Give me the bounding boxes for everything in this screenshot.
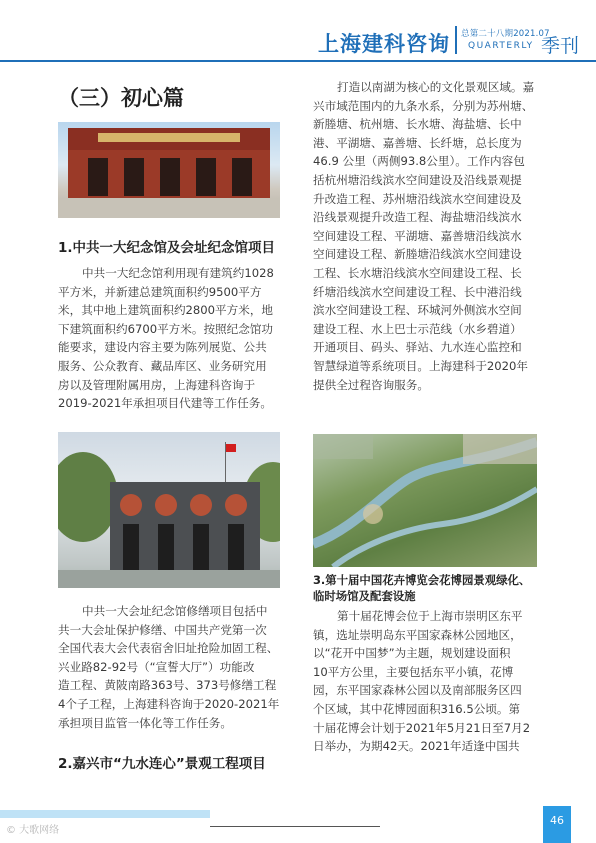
site-memorial-photo (58, 432, 280, 588)
item-2-heading: 2.嘉兴市“九水连心”景观工程项目 (58, 756, 266, 772)
jikan-label: 季刊 (541, 35, 580, 57)
footer-rule (210, 826, 380, 827)
item-3-body: 第十届花博会位于上海市崇明区东平 镇，选址崇明岛东平国家森林公园地区， 以“花开中国梦”为主题，规划建设面积 10平方公里，主要包括东平小镇，花博 园，东平国家森林公园以及南部服务区四 个区域，其中花博园面积316.5公顷。第 十届花博会计划于2021年5月21日至7月2 日举办，为期42天。2021年适逢中国共 (313, 609, 531, 754)
item-3-heading: 3.第十届中国花卉博览会花博园景观绿化、 临时场馆及配套设施 (313, 573, 531, 603)
magazine-title: 上海建科咨询 (318, 32, 450, 56)
memorial-hall-photo (58, 122, 280, 218)
footer-band (0, 810, 210, 818)
item-2-body: 打造以南湖为核心的文化景观区域。嘉 兴市域范围内的九条水系，分别为苏州塘、 新塍塘、杭州塘、长水塘、海盐塘、长中 港、平湖塘、嘉善塘、长纤塘，总长度为 46.9 公里（两侧93.8公里）。工作内容包 括杭州塘沿线滨水空间建设及沿线景观提 升改造工程、苏州塘沿线滨水空间建设及 沿线景观提升改造工程、海盐塘沿线滨水 空间建设工程、平湖塘、嘉善塘沿线滨水 空间建设工程、新塍塘沿线滨水空间建设 工程、长水塘沿线滨水空间建设工程、长 纤塘沿线滨水空间建设工程、长中港沿线 滨水空间建设工程、环城河外侧滨水空间 建设工程、水上巴士示范线（水乡碧道） 开通项目、码头、驿站、九水连心监控和 智慧绿道等系统项目。上海建科于2020年 提供全过程咨询服务。 (313, 80, 535, 392)
item-1-body: 中共一大纪念馆利用现有建筑约1028 平方米，并新建总建筑面积约9500平方 米，其中地上建筑面积约2800平方米，地 下建筑面积约6700平方米。按照纪念馆功 能要求，建设内容主要为陈列展览、公共 服务、公众教育、藏品库区、业务研究用 房以及管理附属用房，上海建科咨询于 2019-2021年承担项目代建等工作任务。 (58, 266, 274, 411)
item-1-heading: 1.中共一大纪念馆及会址纪念馆项目 (58, 240, 276, 256)
aerial-park-photo (313, 434, 537, 567)
quarterly-label: QUARTERLY (468, 41, 534, 51)
section-heading: （三）初心篇 (58, 86, 184, 110)
header-rule (0, 60, 596, 62)
page-number: 46 (543, 806, 571, 843)
item-1b-body: 中共一大会址纪念馆修缮项目包括中 共一大会址保护修缮、中国共产党第一次 全国代表大会代表宿舍旧址抢险加固工程、 兴业路82-92号（“宣誓大厅”）功能改 造工程、黄陂南路363号、373号修缮工程 4个子工程，上海建科咨询于2020-2021年 承担项目监管一体化等工作任务。 (58, 604, 280, 730)
watermark: © 大歌网络 (6, 825, 60, 836)
header-divider (455, 26, 457, 54)
issue-info: 总第二十八期2021.07 (461, 29, 550, 39)
